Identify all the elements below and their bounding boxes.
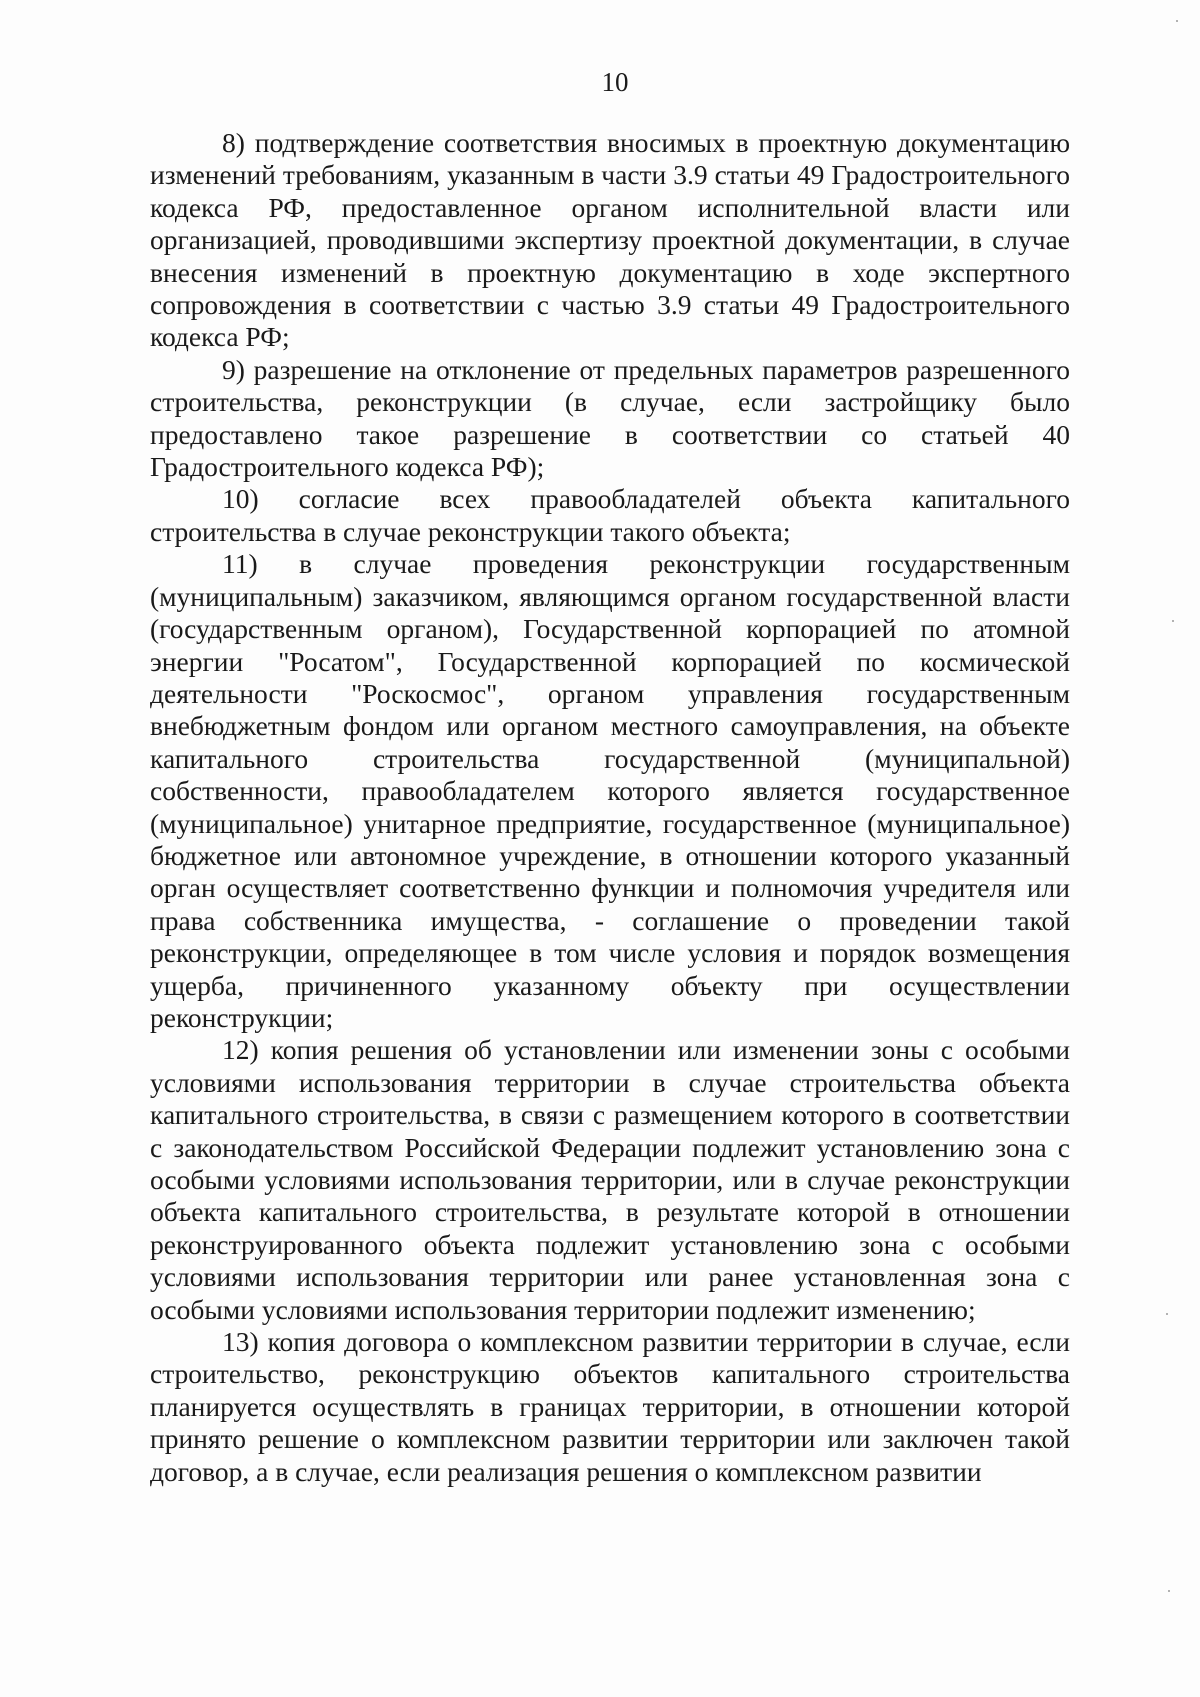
paragraph-item-12: 12) копия решения об установлении или изменении зоны с особыми условиями использования территории в случае строительства объекта капитального строительства, в связи с размещением которого в соответствии с законодательством Российской Федерации подлежит установлению зона с особыми условиями использования территории, или в случае реконструкции объекта капитального строительства, в результате которой в отношении реконструированного объекта подлежит установлению зона с особыми условиями использования территории или ранее установленная зона с особыми условиями использования территории подлежит изменению; <box>150 1034 1070 1325</box>
scan-speck <box>1172 620 1174 622</box>
paragraph-item-13: 13) копия договора о комплексном развитии территории в случае, если строительство, реконструкцию объектов капитального строительства планируется осуществлять в границах территории, в отношении которой принято решение о комплексном развитии территории или заключен такой договор, а в случае, если реализация решения о комплексном развитии <box>150 1326 1070 1487</box>
paragraph-item-11: 11) в случае проведения реконструкции государственным (муниципальным) заказчиком, являющимся органом государственной власти (государственным органом), Государственной корпорацией по атомной энергии "Росатом", Государственной корпорацией по космической деятельности "Роскосмос", органом управления государственным внебюджетным фондом или органом местного самоуправления, на объекте капитального строительства государственной (муниципальной) собственности, правообладателем которого является государственное (муниципальное) унитарное предприятие, государственное (муниципальное) бюджетное или автономное учреждение, в отношении которого указанный орган осуществляет соответственно функции и полномочия учредителя или права собственника имущества, - соглашение о проведении такой реконструкции, определяющее в том числе условия и порядок возмещения ущерба, причиненного указанному объекту при осуществлении реконструкции; <box>150 548 1070 1033</box>
paragraph-item-9: 9) разрешение на отклонение от предельных параметров разрешенного строительства, реконструкции (в случае, если застройщику было предоставлено такое разрешение в соответствии со статьей 40 Градостроительного кодекса РФ); <box>150 353 1070 483</box>
document-body <box>150 127 1070 1488</box>
scan-speck <box>1168 1590 1170 1592</box>
page-number: 10 <box>601 67 629 97</box>
scan-speck <box>1166 1313 1168 1315</box>
scan-speck <box>1176 20 1178 22</box>
paragraph-item-10: 10) согласие всех правообладателей объекта капитального строительства в случае реконструкции такого объекта; <box>150 483 1070 547</box>
paragraph-item-8: 8) подтверждение соответствия вносимых в проектную документацию изменений требованиям, указанным в части 3.9 статьи 49 Градостроительного кодекса РФ, предоставленное органом исполнительной власти или организацией, проводившими экспертизу проектной документации, в случае внесения изменений в проектную документацию в ходе экспертного сопровождения в соответствии с частью 3.9 статьи 49 Градостроительного кодекса РФ; <box>150 127 1070 353</box>
